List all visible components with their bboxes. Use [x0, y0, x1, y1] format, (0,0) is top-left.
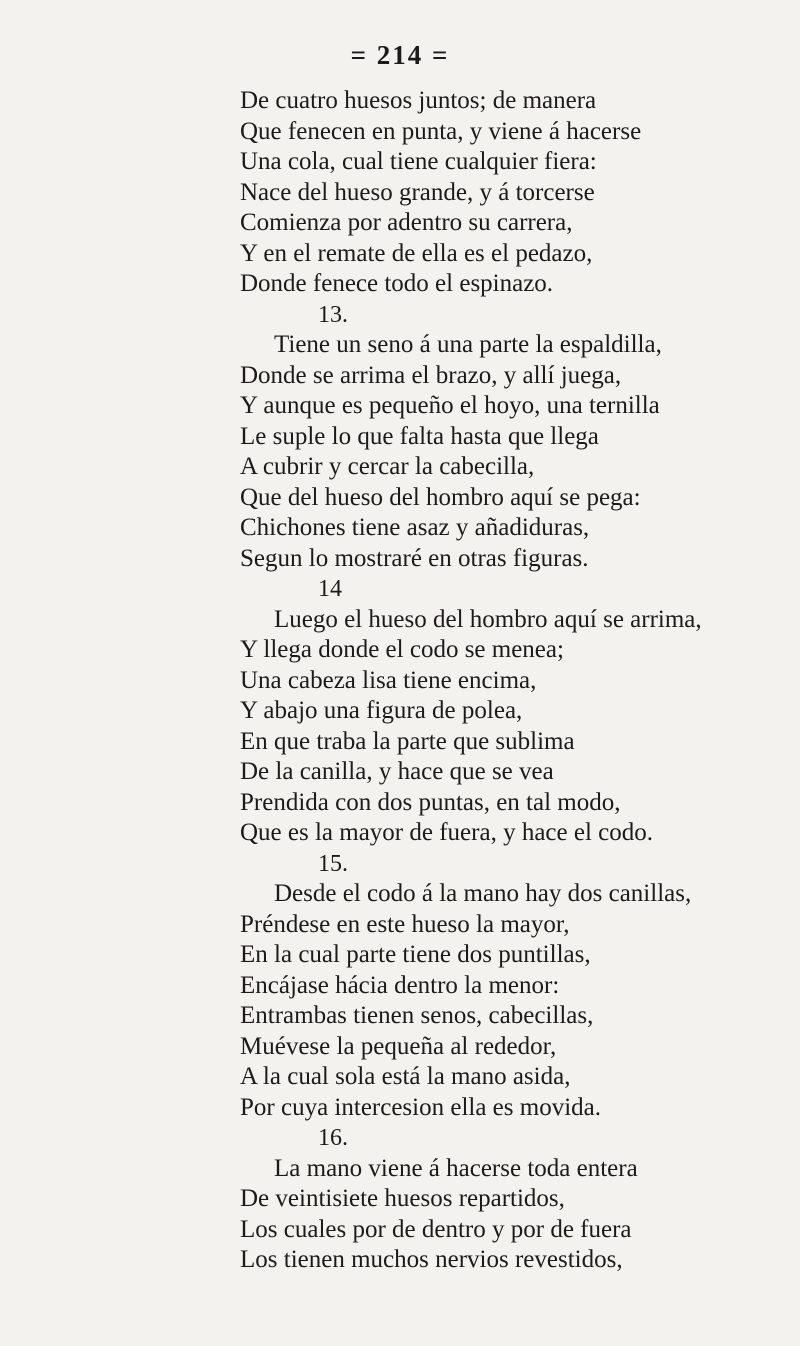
- verse-line: Comienza por adentro su carrera,: [240, 209, 573, 236]
- verse-line: Donde se arrima el brazo, y allí juega,: [240, 361, 622, 389]
- verse-line: Y aunque es pequeño el hoyo, una ternilla: [240, 392, 660, 419]
- verse-line: Que del hueso del hombro aquí se pega:: [240, 483, 641, 511]
- verse-line: Y abajo una figura de polea,: [240, 697, 523, 724]
- verse-line: Los tienen muchos nervios revestidos,: [240, 1246, 623, 1273]
- verse-line: Por cuya intercesion ella es movida.: [240, 1093, 601, 1121]
- verse-line: Desde el codo á la mano hay dos canillas,: [274, 880, 692, 907]
- verse-line: Prendida con dos puntas, en tal modo,: [240, 788, 621, 816]
- stanza-number: 15.: [318, 850, 348, 877]
- verse-line: Y llega donde el codo se menea;: [240, 636, 564, 663]
- verse-line: En que traba la parte que sublima: [240, 727, 575, 755]
- verse-line: Una cabeza lisa tiene encima,: [240, 666, 537, 694]
- stanza-number: 16.: [318, 1125, 348, 1151]
- stanza-15: [240, 849, 780, 1124]
- verse-line: Los cuales por de dentro y por de fuera: [240, 1215, 632, 1243]
- page-number: = 214 =: [350, 40, 450, 70]
- verse-line: A la cual sola está la mano asida,: [240, 1063, 571, 1090]
- verse-line: Muévese la pequeña al rededor,: [240, 1032, 557, 1060]
- verse-line: De la canilla, y hace que se vea: [240, 758, 554, 785]
- verse-line: En la cual parte tiene dos puntillas,: [240, 941, 591, 968]
- verse-line: De veintisiete huesos repartidos,: [240, 1185, 565, 1212]
- verse-line: Y en el remate de ella es el pedazo,: [240, 239, 593, 267]
- verse-line: Segun lo mostraré en otras figuras.: [240, 544, 589, 572]
- stanza-number: 14: [318, 576, 342, 602]
- stanza-16: [240, 1123, 780, 1276]
- verse-line: Préndese en este hueso la mayor,: [240, 910, 570, 938]
- verse-line: Luego el hueso del hombro aquí se arrima,: [274, 605, 702, 633]
- verse-line: Que es la mayor de fuera, y hace el codo.: [240, 819, 654, 846]
- verse-line: A cubrir y cercar la cabecilla,: [240, 453, 535, 480]
- verse-line: Que fenecen en punta, y viene á hacerse: [240, 117, 642, 145]
- stanza-14: [240, 574, 780, 849]
- verse-line: De cuatro huesos juntos; de manera: [240, 87, 597, 114]
- verse-line: Encájase hácia dentro la menor:: [240, 971, 560, 999]
- verse-line: Donde fenece todo el espinazo.: [240, 270, 554, 297]
- stanza-13: [240, 300, 780, 575]
- verse-line: Tiene un seno á una parte la espaldilla,: [274, 331, 662, 358]
- verse-line: Chichones tiene asaz y añadiduras,: [240, 514, 590, 541]
- stanza-number: 13.: [318, 301, 348, 328]
- stanza-continuation: [240, 86, 780, 300]
- verse-line: Entrambas tienen senos, cabecillas,: [240, 1002, 594, 1029]
- verse-line: Una cola, cual tiene cualquier fiera:: [240, 148, 597, 175]
- verse-line: Nace del hueso grande, y á torcerse: [240, 178, 595, 206]
- poem-text: [240, 86, 780, 1276]
- verse-line: Le suple lo que falta hasta que llega: [240, 422, 599, 450]
- verse-line: La mano viene á hacerse toda entera: [274, 1154, 638, 1182]
